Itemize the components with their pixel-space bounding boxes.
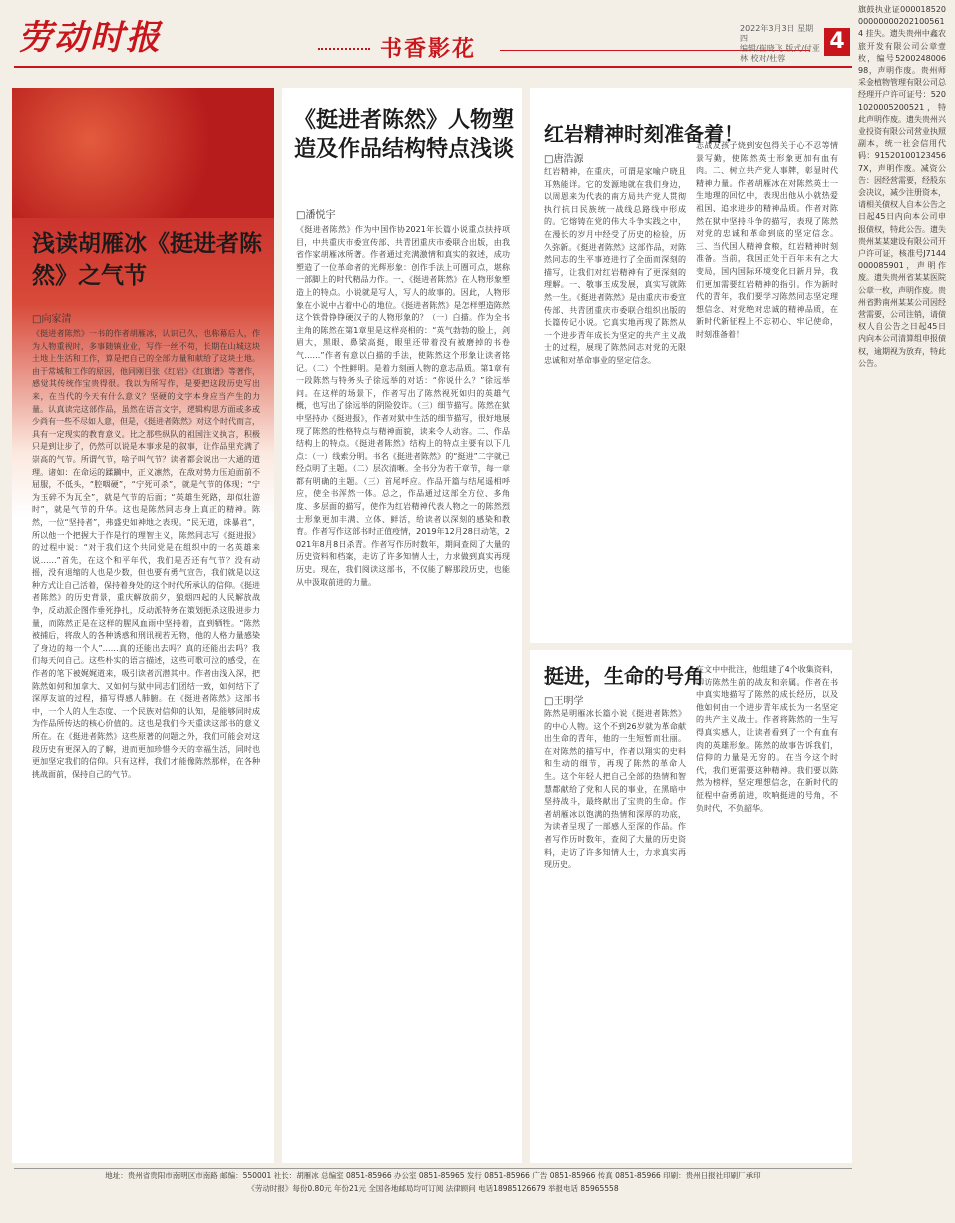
footer — [14, 1168, 852, 1195]
middle-article-author: □潘悦宇 — [296, 210, 336, 221]
right-bottom-article-author: □王明学 — [544, 696, 584, 707]
notices-text: 旗鼓执业证00001852000000000202100561 4 挂失。遗失贵州中鑫农旅开发有限公司公章壹枚，编号5200248006 98，声明作废。贵州师采金植物管理有限公司总经理开户许可证号：5201020005200521，特此声明作废。遗失贵州兴业投资有限公司营业执照副本，统一社会信用代码：915201001234567X，声明作废。减资公告：因经营需要，经股东会决议，减少注册资本，请相关债权人自本公告之日起45日内向本公司申报债权，特此公告。遗失贵州某某建设有限公司开户许可证，核准号J7144000085901，声明作废。遗失贵州省某某医院公章一枚，声明作废。贵州省黔南州某某公司因经营需要，公司注销，请债权人自公告之日起45日内向本公司清算组申报债权，逾期视为放弃，特此公告。 — [858, 5, 946, 368]
newspaper-logo: 劳动时报 — [18, 18, 162, 58]
middle-article — [282, 88, 522, 1163]
section-dots — [318, 48, 370, 52]
notices-sidebar — [858, 4, 948, 1174]
right-top-article-col2: 志战友孩子烧到安包得关于心不忍等情景写勤，使陈然英士形象更加有血有肉。二、树立共产党人事牌，彰显时代精神力量。作者胡雁冰在对陈然英士一生地理的回忆中，表现出他从小就热爱祖国、追求进步的精神品质。作者对陈然在狱中坚持斗争的描写，表现了陈然对党的忠诚和革命到底的坚定信念。三、当代国人精神食粮，红岩精神时刻准备。当前，我国正处于百年未有之大变局，国内国际环境变化日新月异，我们更加需要红岩精神的指引。作为新时代的青年，我们要学习陈然同志坚定理想信念、对党绝对忠诚的精神品质，在新时代新征程上不忘初心、牢记使命，时刻准备着！ — [696, 141, 838, 339]
right-top-article — [530, 88, 852, 643]
page-number: 4 — [824, 28, 850, 56]
left-article-title: 浅读胡雁冰《挺进者陈然》之气节 — [32, 230, 262, 289]
editors-credit: 编辑/崔晓飞 版式/付亚林 校对/杜蓉 — [740, 44, 820, 63]
right-top-article-title: 红岩精神时刻准备着！ — [544, 122, 744, 146]
right-top-article-author: □唐浩源 — [544, 154, 584, 165]
left-article-body: 《挺进者陈然》一书的作者胡雁冰，认识已久，也称幕后人，作为人物重视时，多事随镇业业，写作一丝不苟，长期在山城这块土地上生活和工作，算是把自己的全部力量和献给了这块土地。由于常城和工作的原因，他同刚目张《红岩》《红旗谱》等著作，感觉其传统作宝贵得很。我以为所写作，是要把这段历史写出来，在当代的今天有什么意义？坚硬的文字本身应当产生的力量。认真读完这部作品，虽然在语言文字，逻辑构思方面或多或少尚有一些不尽如人意，但是，《挺进者陈然》对这个时代而言，具有一定现实的教育意义。比之那些纵队的祖国注义执言，积极只是到让步了，仍然可以说是本事求是的叙事，让作品里充满了崇高的气节。所谓气节，啥子叫气节？读者都会说出一大通的道理。诸如：在命运的蹂躏中，正义凛然，在敌对势力压迫面前不屈服，不低头，“腔咽硬”，“宁死可杀”，就是气节的体现；“宁为玉碎不为瓦全”，就是气节的后面；“英雄生死路，却似壮游时”，就是气节的升华。这也是陈然同志身上真正的精神。陈然，一位“坚持者”，弗盛史如神地之表现。“民无道，诛暴君”，所以他一个把握大于作是行的理智主义，陈然同志写《挺进报》的过程中说：“对于我们这个共同党是在组织中的一名英雄来说……”首先，在这个和平年代，我们是否还有气节？没有动摇，没有退缩的人也是少数，但也要有勇气宣告，我们就是以这种方式让自己活着，保持着身处的这个时代所承认的信仰。《挺进者陈然》的历史背景，重庆解放前夕，狼烟四起的人民解放战争，反动派企图作垂死挣扎，反动派特务在策划扼杀这股进步力量，而陈然正是在这样的腥风血雨中坚持着，直到牺牲。“陈然被捕后，将敌人的各种诱惑和刑讯视若无物，他的人格力量感染了身边的每一个人”……真的还能出去吗？真的还能出去吗？我们每天问自己。这些朴实的语言描述，这些可歌可泣的感受，在作者的笔下被娓娓道来，吸引读者沉潜其中。作者由浅入深，把陈然如何和加拿大、又如何与狱中同志们团结一致，如何结下了深厚友谊的过程，描写得感人肺腑。在《挺进者陈然》这部书中，一个人的人生态度、一个民族对信仰的认知，是能够同时成为作品所传达的核心价值的。这也是我们今天重读这部书的意义所在。在《挺进者陈然》这些原著的问题之外，我们可能会对这段历史有更深入的了解，进而更加珍惜今天的幸福生活，同时也更加坚定我们的信仰。只有这样，我们才能像陈然那样，在各种挑战面前，保持自己的气节。 — [32, 329, 260, 779]
footer-line-2: 《劳动时报》每份0.80元 年份21元 全国各地邮局均可订阅 法律顾问 电话18985126679 举报电话 85965558 — [247, 1184, 619, 1193]
right-bottom-article-title: 挺进，生命的号角 — [544, 664, 704, 688]
right-bottom-article-col2: 在文中中批注，他组建了4个收集资料，叩访陈然生前的战友和亲属。作者在书中真实地描写了陈然的成长经历，以及他如何由一个进步青年成长为一名坚定的共产主义战士。作者将陈然的一生写得真实感人，让读者看到了一个有血有肉的英雄形象。陈然的故事告诉我们，信仰的力量是无穷的。在当今这个时代，我们更需要这种精神。我们要以陈然为榜样，坚定理想信念，在新时代的征程中奋勇前进，吹响挺进的号角，不负时代，不负韶华。 — [696, 665, 838, 813]
left-article-author: □向家清 — [32, 314, 72, 325]
right-top-article-col1: 红岩精神，在重庆，可谓是家喻户晓且耳熟能详。它的发源地就在我们身边，以周恩来为代表的南方局共产党人贯彻执行抗日民族统一战线总路线中形成的。它熔铸在党的伟大斗争实践之中，在漫长的岁月中经受了历史的检验，历久弥新。《挺进者陈然》这部作品，对陈然同志的生平事迹进行了全面而深刻的描写，让我们对红岩精神有了更深刻的理解。一、敬事玉成发展，真实写就陈然一生。《挺进者陈然》是由重庆市委宣传部、共青团重庆市委联合组织出版的长篇传记小说。它真实地再现了陈然从一个进步青年成长为坚定的共产主义战士的过程，展现了陈然同志对党的无限忠诚和对革命事业的坚定信念。 — [544, 167, 686, 365]
masthead — [0, 0, 955, 64]
right-bottom-article-col1: 陈然是明雁冰长篇小说《挺进者陈然》的中心人物。这个不到26岁就为革命献出生命的青年，他的一生短暂而壮丽。在对陈然的描写中，作者以翔实的史料和生动的细节，再现了陈然的革命人生。这个年轻人把自己全部的热情和智慧都献给了党和人民的事业，在黑暗中坚持战斗，最终献出了宝贵的生命。作者胡雁冰以饱满的热情和深厚的功底，为读者呈现了一部感人至深的作品。作者写作历时数年，查阅了大量的历史资料，走访了许多知情人士，力求真实再现历史。 — [544, 709, 686, 870]
header-rule — [14, 66, 852, 68]
middle-article-title: 《挺进者陈然》人物塑造及作品结构特点浅谈 — [294, 107, 515, 162]
issue-date: 2022年3月3日 星期四 — [740, 24, 814, 43]
decorative-banner — [12, 88, 274, 218]
footer-line-1: 地址：贵州省贵阳市南明区市南路 邮编：550001 社长：胡雁冰 总编室 0851-85966 办公室 0851-85965 发行 0851-85966 广告 0851-85966 传真 0851-85966 印刷：贵州日报社印刷厂承印 — [105, 1171, 761, 1180]
middle-article-body: 《挺进者陈然》作为中国作协2021年长篇小说重点扶持项目，中共重庆市委宣传部、共青团重庆市委联合出版，由我省作家胡雁冰所著。作者通过充满激情和真实的叙述，成功塑造了一位革命者的光辉形象：创作手法上可圈可点，堪称一部脚上的时代精品力作。一、《挺进者陈然》在人物形象塑造上的特点。小说就是写人，写人的故事的。因此，人物形象在小说中占着中心的地位。《挺进者陈然》是怎样塑造陈然这个铁骨铮铮硬汉子的人物形象的？（一）白描。作为全书主角的陈然在第1章里是这样亮相的：“英气勃勃的脸上，剑眉大，黑眼、鼻梁高挺，眼里还带着没有被磨掉的书卷气……”作者有意以白描的手法，使陈然这个形象让读者铭记。（二）个性鲜明。是着力刻画人物的意志品质。第1章有一段陈然与特务头子徐远举的对话：“你说什么？”徐远举问。在这样的场景下，作者写出了陈然视死如归的英雄气概，也写出了徐远举的阴险狡诈。（三）细节描写。陈然在狱中坚持办《挺进报》，作者对狱中生活的细节描写，很好地展现了陈然的性格特点与精神面貌，读来令人动容。二、作品结构上的特点。《挺进者陈然》结构上的特点主要有以下几点：（一）线索分明。书名《挺进者陈然》的“挺进”二字就已经点明了主题。（二）层次清晰。全书分为若干章节，每一章都有明确的主题。（三）首尾呼应。作品开篇与结尾遥相呼应，使全书浑然一体。总之，作品通过这部全方位、多角度、多层面的描写，使作为红岩精神代表人物之一的陈然烈士形象更加丰满、立体、鲜活，给读者以深刻的感染和教育。作者写作这部书时正值疫情，2019年12月28日动笔，2021年8月8日杀青。作者写作历时数年，期间查阅了大量的历史资料和档案，走访了许多知情人士，力求做到真实再现历史。现在，我们阅读这部书，不仅能了解那段历史，也能从中汲取前进的力量。 — [296, 225, 510, 587]
section-title: 书香影花 — [380, 36, 477, 62]
dateline — [740, 24, 820, 64]
right-bottom-article — [530, 650, 852, 1163]
left-article — [12, 88, 274, 1163]
